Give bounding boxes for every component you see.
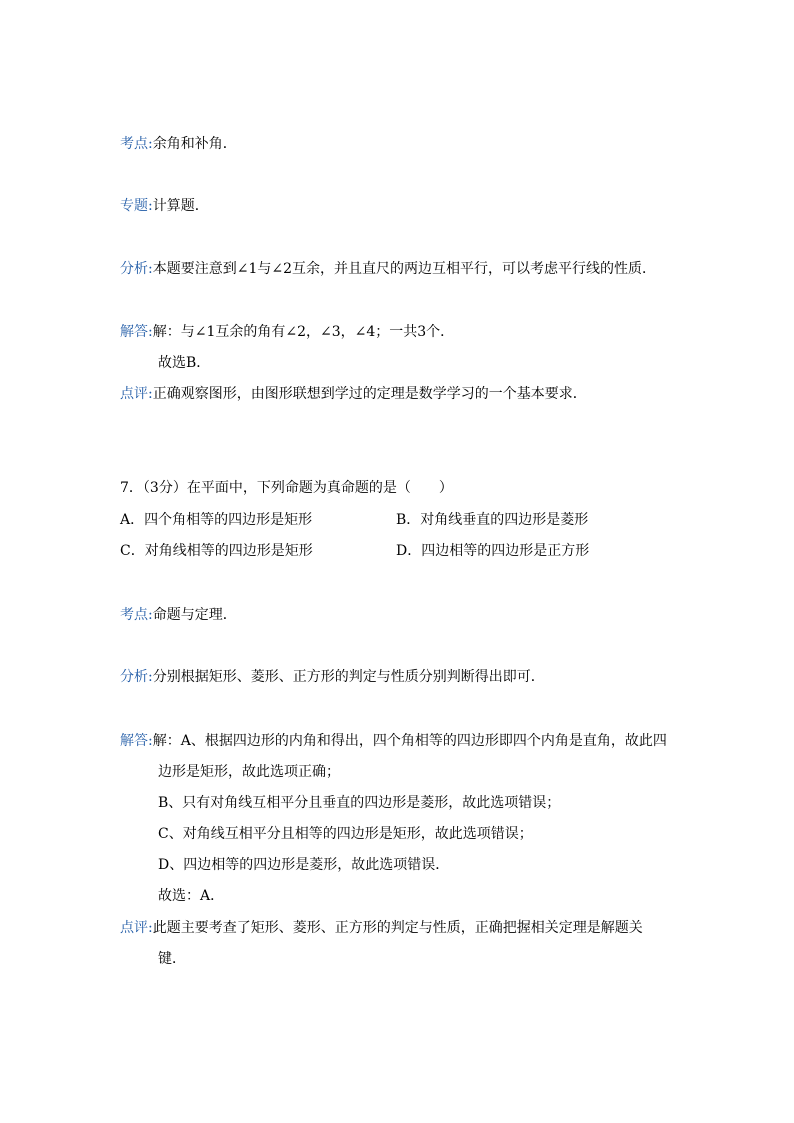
dianping-text: 此题主要考查了矩形、菱形、正方形的判定与性质，正确把握相关定理是解题关 [152,920,643,936]
q6-jieda-row [120,322,454,342]
q7-fenxi-row [120,667,545,687]
fenxi-text: 本题要注意到∠1与∠2互余，并且直尺的两边互相平行，可以考虑平行线的性质． [152,261,656,277]
jieda-text: 解：A、根据四边形的内角和得出，四个角相等的四边形即四个内角是直角，故此四 [152,733,667,749]
q7-jieda-row [120,731,667,751]
zhuanti-tag: 专题: [120,198,153,214]
kaodian-text: 命题与定理． [152,607,237,623]
q7-jieda-line-2: 边形是矩形，故此选项正确； [158,764,340,780]
q7-jieda-line-6: 故选：A． [158,888,225,904]
q6-fenxi-row [120,259,656,279]
kaodian-tag: 考点: [120,136,153,152]
q7-dianping-row [120,918,643,938]
q7-jieda-line-3: B、只有对角线互相平分且垂直的四边形是菱形，故此选项错误； [158,795,561,811]
q6-dianping-row [120,384,587,404]
option-d: D．四边相等的四边形是正方形 [396,543,590,559]
q7-options-row-2 [120,541,720,561]
q7-stem: 7．（3分）在平面中，下列命题为真命题的是（ ） [120,480,453,496]
q6-jieda-line-2: 故选B． [158,355,211,371]
option-b: B．对角线垂直的四边形是菱形 [396,512,589,528]
jieda-text: 解：与∠1互余的角有∠2，∠3，∠4；一共3个． [152,324,455,340]
kaodian-text: 余角和补角． [152,136,237,152]
zhuanti-text: 计算题． [152,198,209,214]
q7-jieda-line-5: D、四边相等的四边形是菱形，故此选项错误． [158,857,450,873]
option-c: C．对角线相等的四边形是矩形 [120,543,313,559]
fenxi-text: 分别根据矩形、菱形、正方形的判定与性质分别判断得出即可． [152,669,545,685]
q6-zhuanti-row [120,196,209,216]
fenxi-tag: 分析: [120,669,153,685]
q7-options-row-1 [120,510,720,530]
kaodian-tag: 考点: [120,607,153,623]
q7-jieda-line-4: C、对角线互相平分且相等的四边形是矩形，故此选项错误； [158,826,533,842]
jieda-tag: 解答: [120,324,153,340]
fenxi-tag: 分析: [120,261,153,277]
q7-dianping-line-2: 键． [158,951,186,967]
dianping-tag: 点评: [120,920,153,936]
dianping-text: 正确观察图形，由图形联想到学过的定理是数学学习的一个基本要求． [152,386,587,402]
q6-kaodian-row [120,134,237,154]
q7-kaodian-row [120,605,237,625]
option-a: A．四个角相等的四边形是矩形 [120,512,313,528]
jieda-tag: 解答: [120,733,153,749]
dianping-tag: 点评: [120,386,153,402]
